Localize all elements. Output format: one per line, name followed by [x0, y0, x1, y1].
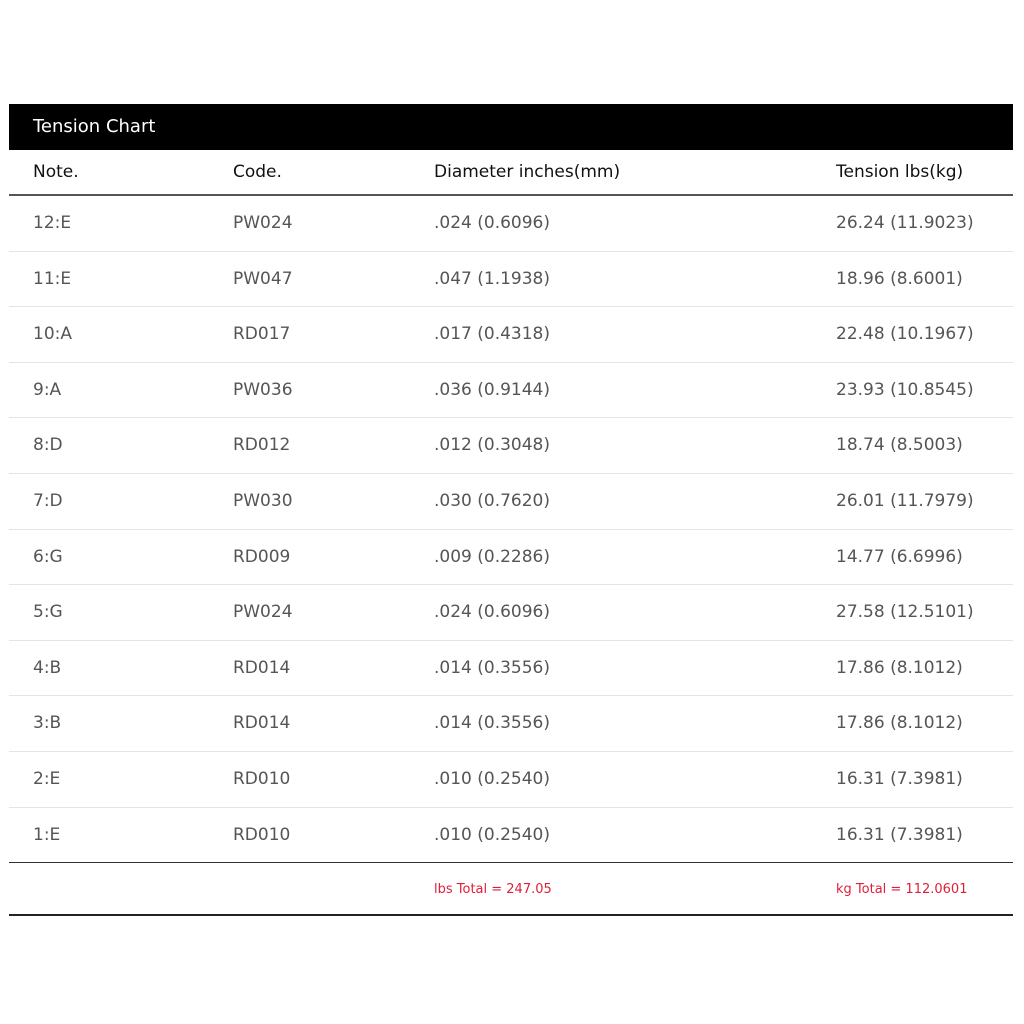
cell-tension: 16.31 (7.3981): [836, 768, 963, 789]
cell-note: 7:D: [33, 490, 63, 511]
chart-title: Tension Chart: [9, 104, 1013, 150]
cell-note: 11:E: [33, 268, 72, 289]
cell-diameter: .030 (0.7620): [434, 490, 551, 511]
table-row: [9, 363, 1013, 419]
cell-note: 10:A: [33, 324, 72, 345]
cell-tension: 27.58 (12.5101): [836, 602, 974, 623]
cell-note: 2:E: [33, 768, 61, 789]
cell-code: RD017: [233, 324, 291, 345]
tension-chart: [9, 104, 1013, 916]
table-row: [9, 418, 1013, 474]
cell-tension: 17.86 (8.1012): [836, 713, 963, 734]
lbs-total: lbs Total = 247.05: [434, 882, 552, 898]
header-diameter: Diameter inches(mm): [434, 162, 621, 182]
header-note: Note.: [33, 162, 79, 182]
cell-diameter: .036 (0.9144): [434, 379, 551, 400]
table-row: [9, 307, 1013, 363]
cell-diameter: .012 (0.3048): [434, 435, 551, 456]
cell-diameter: .017 (0.4318): [434, 324, 551, 345]
cell-note: 4:B: [33, 657, 62, 678]
cell-diameter: .010 (0.2540): [434, 824, 551, 845]
cell-tension: 18.74 (8.5003): [836, 435, 963, 456]
cell-tension: 22.48 (10.1967): [836, 324, 974, 345]
table-row: [9, 808, 1013, 864]
table-row: [9, 585, 1013, 641]
cell-diameter: .010 (0.2540): [434, 768, 551, 789]
cell-note: 8:D: [33, 435, 63, 456]
table-row: [9, 196, 1013, 252]
cell-code: RD014: [233, 657, 291, 678]
cell-tension: 23.93 (10.8545): [836, 379, 974, 400]
cell-note: 9:A: [33, 379, 62, 400]
cell-tension: 26.01 (11.7979): [836, 490, 974, 511]
totals-row: [9, 863, 1013, 916]
kg-total: kg Total = 112.0601: [836, 882, 968, 898]
cell-code: RD009: [233, 546, 291, 567]
cell-note: 3:B: [33, 713, 62, 734]
cell-note: 1:E: [33, 824, 61, 845]
cell-tension: 26.24 (11.9023): [836, 213, 974, 233]
cell-tension: 16.31 (7.3981): [836, 824, 963, 845]
cell-code: PW024: [233, 213, 293, 233]
cell-tension: 18.96 (8.6001): [836, 268, 963, 289]
cell-note: 6:G: [33, 546, 63, 567]
cell-diameter: .047 (1.1938): [434, 268, 551, 289]
cell-note: 12:E: [33, 213, 72, 233]
cell-code: PW030: [233, 490, 293, 511]
cell-diameter: .024 (0.6096): [434, 213, 551, 233]
header-code: Code.: [233, 162, 282, 182]
table-row: [9, 696, 1013, 752]
cell-diameter: .014 (0.3556): [434, 657, 551, 678]
table-row: [9, 752, 1013, 808]
cell-diameter: .024 (0.6096): [434, 602, 551, 623]
table-body: [9, 196, 1013, 863]
cell-code: RD012: [233, 435, 291, 456]
cell-code: RD010: [233, 824, 291, 845]
cell-code: RD010: [233, 768, 291, 789]
table-row: [9, 641, 1013, 697]
cell-tension: 17.86 (8.1012): [836, 657, 963, 678]
table-row: [9, 252, 1013, 308]
table-header-row: [9, 150, 1013, 196]
header-tension: Tension lbs(kg): [836, 162, 964, 182]
cell-code: PW047: [233, 268, 293, 289]
cell-code: PW024: [233, 602, 293, 623]
cell-diameter: .009 (0.2286): [434, 546, 551, 567]
cell-diameter: .014 (0.3556): [434, 713, 551, 734]
cell-note: 5:G: [33, 602, 63, 623]
cell-code: RD014: [233, 713, 291, 734]
cell-tension: 14.77 (6.6996): [836, 546, 963, 567]
cell-code: PW036: [233, 379, 293, 400]
table-row: [9, 474, 1013, 530]
table-row: [9, 530, 1013, 586]
